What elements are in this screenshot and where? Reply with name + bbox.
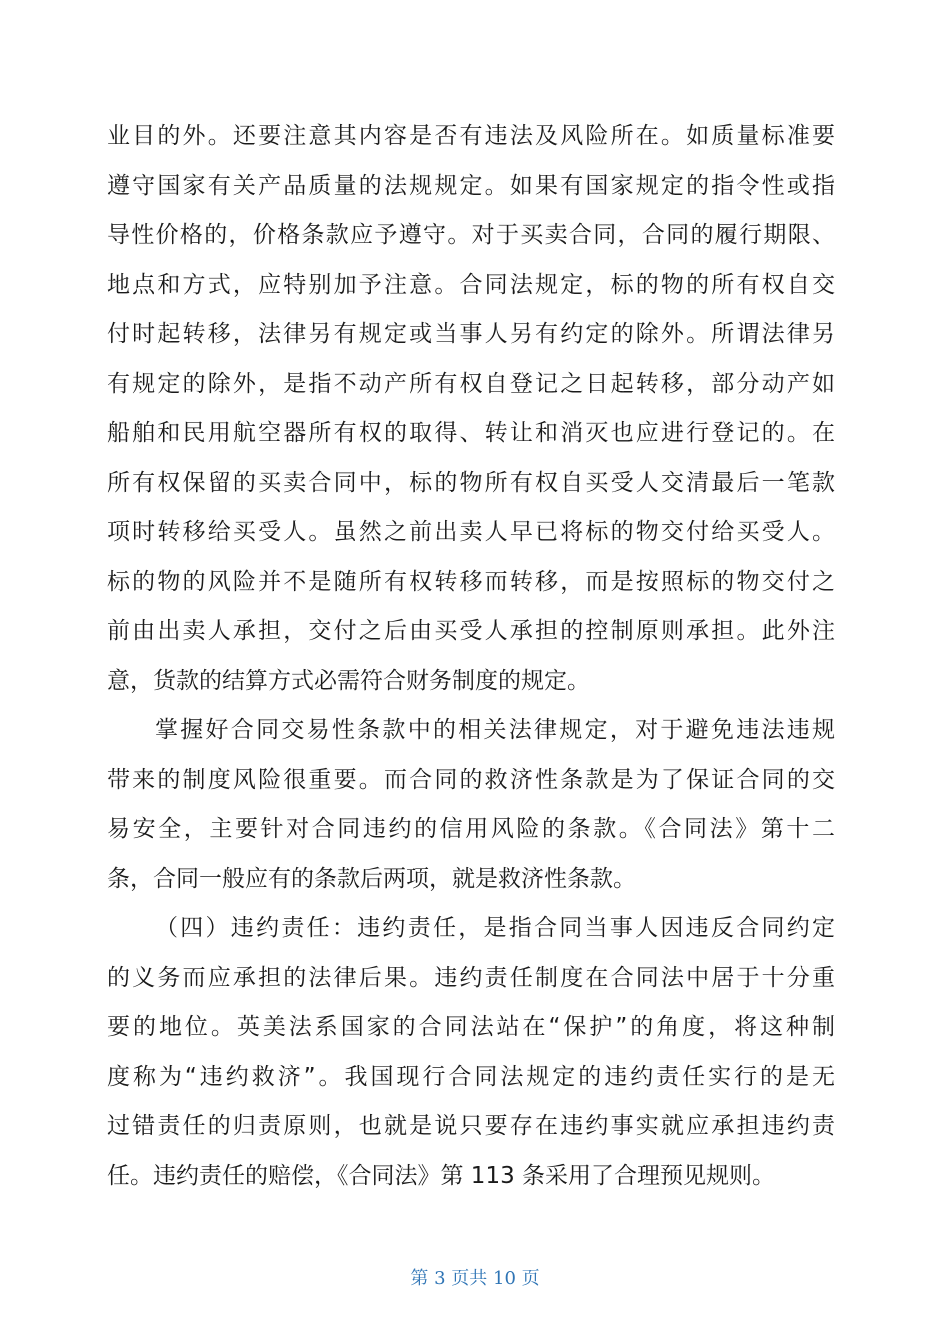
text-line: 意，货款的结算方式必需符合财务制度的规定。 <box>107 667 590 694</box>
text-line: 要的地位。英美法系国家的合同法站在“保护”的角度，将这种制 <box>107 1014 835 1040</box>
text-line: 付时起转移，法律另有规定或当事人另有约定的除外。所谓法律另 <box>107 321 835 347</box>
text-line: 度称为“违约救济”。我国现行合同法规定的违约责任实行的是无 <box>107 1063 835 1090</box>
text-line: 易安全，主要针对合同违约的信用风险的条款。《合同法》第十二 <box>107 816 835 842</box>
text-line: 船舶和民用航空器所有权的取得、转让和消灭也应进行登记的。在 <box>107 420 835 446</box>
paragraph-first-line: 掌握好合同交易性条款中的相关法律规定，对于避免违法违规 <box>155 717 835 743</box>
text-line: 业目的外。还要注意其内容是否有违法及风险所在。如质量标准要 <box>107 123 835 149</box>
paragraph-first-line: （四）违约责任：违约责任，是指合同当事人因违反合同约定 <box>155 915 835 941</box>
text-line: 所有权保留的买卖合同中，标的物所有权自买受人交清最后一笔款 <box>107 469 835 496</box>
text-line: 任。违约责任的赔偿，《合同法》第 113 条采用了合理预见规则。 <box>107 1162 776 1189</box>
text-line: 标的物的风险并不是随所有权转移而转移，而是按照标的物交付之 <box>107 568 835 595</box>
text-line: 的义务而应承担的法律后果。违约责任制度在合同法中居于十分重 <box>107 964 835 991</box>
text-line: 前由出卖人承担，交付之后由买受人承担的控制原则承担。此外注 <box>107 618 835 644</box>
page-number-footer: 第 3 页共 10 页 <box>410 1268 540 1289</box>
text-line: 过错责任的归责原则，也就是说只要存在违约事实就应承担违约责 <box>107 1113 835 1139</box>
text-line: 项时转移给买受人。虽然之前出卖人早已将标的物交付给买受人。 <box>107 519 835 545</box>
text-line: 条，合同一般应有的条款后两项，就是救济性条款。 <box>107 865 636 892</box>
text-line: 有规定的除外，是指不动产所有权自登记之日起转移，部分动产如 <box>107 370 835 397</box>
document-body <box>107 112 835 1201</box>
text-line: 导性价格的，价格条款应予遵守。对于买卖合同，合同的履行期限、 <box>107 222 835 248</box>
text-line: 地点和方式，应特别加予注意。合同法规定，标的物的所有权自交 <box>107 271 835 298</box>
text-line: 带来的制度风险很重要。而合同的救济性条款是为了保证合同的交 <box>107 766 835 793</box>
text-line: 遵守国家有关产品质量的法规规定。如果有国家规定的指令性或指 <box>107 172 835 199</box>
